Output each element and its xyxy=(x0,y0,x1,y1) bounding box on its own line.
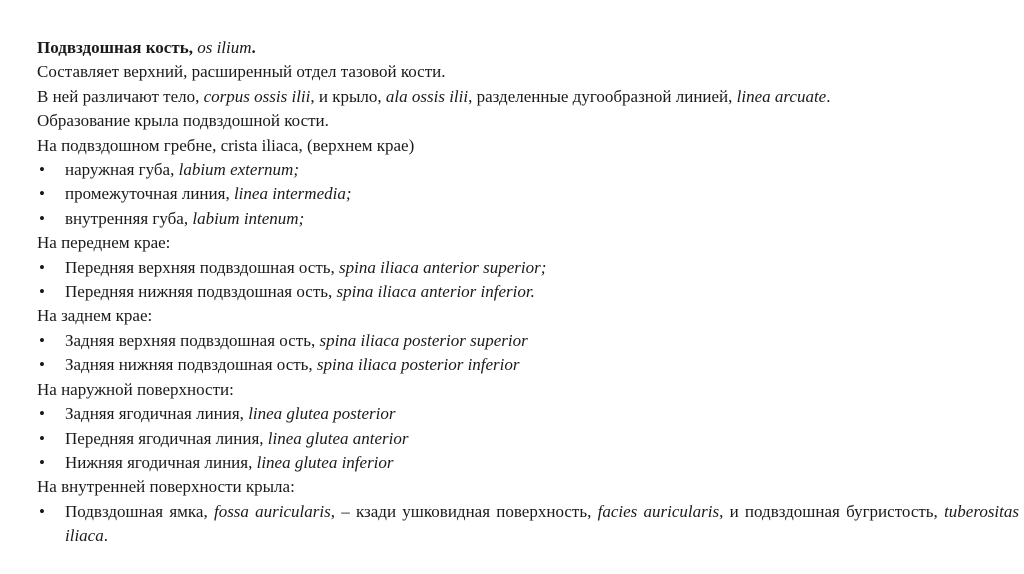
bullet-icon: • xyxy=(39,501,45,521)
title-text: Подвздошная кость, xyxy=(37,38,198,57)
list-item-text: . xyxy=(103,526,108,546)
bullet-icon: • xyxy=(39,184,45,204)
latin-term: spina iliaca anterior superior; xyxy=(339,257,547,277)
latin-term: fossa auricularis xyxy=(213,501,331,521)
title-latin: os ilium xyxy=(197,38,252,57)
bullet-icon: • xyxy=(39,428,45,448)
latin-term: linea glutea posterior xyxy=(248,404,396,424)
list-item-text: Задняя ягодичная линия, xyxy=(65,404,249,424)
latin-term: linea arcuate xyxy=(736,86,827,106)
paragraph-line: Образование крыла подвздошной кости. xyxy=(37,111,329,131)
document-title xyxy=(37,36,1019,60)
latin-term: corpus ossis ilii xyxy=(203,86,311,106)
latin-term: linea intermedia; xyxy=(233,184,352,204)
latin-term: labium intenum; xyxy=(192,208,305,228)
list-item-text: Нижняя ягодичная линия, xyxy=(65,452,257,472)
list-item xyxy=(37,280,1019,304)
latin-term: ala ossis ilii xyxy=(385,86,469,106)
text-fragment: В ней различают тело, xyxy=(37,86,204,106)
bullet-icon: • xyxy=(39,330,45,350)
section-heading: На внутренней поверхности крыла: xyxy=(37,477,295,497)
bullet-icon: • xyxy=(39,160,45,180)
bullet-icon: • xyxy=(39,257,45,277)
latin-term: spina iliaca posterior inferior xyxy=(316,355,520,375)
list-item xyxy=(37,329,1019,353)
list-item xyxy=(37,182,1019,206)
list-item-text: Передняя верхняя подвздошная ость, xyxy=(65,257,340,277)
bullet-icon: • xyxy=(39,355,45,375)
text-fragment: , и крыло, xyxy=(310,86,386,106)
document-body xyxy=(37,36,1019,549)
list-item-text: Подвздошная ямка, xyxy=(65,501,214,521)
bullet-icon: • xyxy=(39,208,45,228)
text-fragment: , разделенные дугообразной линией, xyxy=(468,86,737,106)
latin-term: linea glutea inferior xyxy=(256,452,394,472)
text-fragment: . xyxy=(826,86,831,106)
latin-term: facies auricularis xyxy=(597,501,720,521)
paragraph-line xyxy=(37,85,1019,109)
latin-term: tuberositas iliaca xyxy=(65,501,1019,546)
title-end: . xyxy=(251,38,256,57)
list-item xyxy=(37,500,1019,549)
paragraph-line: Составляет верхний, расширенный отдел тазовой кости. xyxy=(37,62,446,82)
list-item-text: , – кзади ушковидная поверхность, xyxy=(330,501,598,521)
list-item-text: Передняя нижняя подвздошная ость, xyxy=(65,282,337,302)
section-heading: На заднем крае: xyxy=(37,306,153,326)
bullet-icon: • xyxy=(39,452,45,472)
latin-term: spina iliaca anterior inferior. xyxy=(336,282,535,302)
latin-term: labium externum; xyxy=(178,160,299,180)
list-item xyxy=(37,427,1019,451)
list-item-text: Задняя нижняя подвздошная ость, xyxy=(65,355,317,375)
latin-term: spina iliaca posterior superior xyxy=(319,330,528,350)
bullet-icon: • xyxy=(39,404,45,424)
list-item-text: наружная губа, xyxy=(65,160,179,180)
list-item-text: внутренняя губа, xyxy=(65,208,193,228)
section-heading: На подвздошном гребне, crista iliaca, (верхнем крае) xyxy=(37,135,415,155)
latin-term: linea glutea anterior xyxy=(267,428,409,448)
bullet-icon: • xyxy=(39,282,45,302)
list-item xyxy=(37,256,1019,280)
list-item-text: Задняя верхняя подвздошная ость, xyxy=(65,330,320,350)
list-item-text: Передняя ягодичная линия, xyxy=(65,428,268,448)
list-item xyxy=(37,353,1019,377)
list-item xyxy=(37,207,1019,231)
list-item xyxy=(37,158,1019,182)
list-item xyxy=(37,451,1019,475)
section-heading: На наружной поверхности: xyxy=(37,379,234,399)
list-item-text: , и подвздошная бугристость, xyxy=(719,501,945,521)
list-item-text: промежуточная линия, xyxy=(65,184,234,204)
list-item xyxy=(37,402,1019,426)
section-heading: На переднем крае: xyxy=(37,233,171,253)
